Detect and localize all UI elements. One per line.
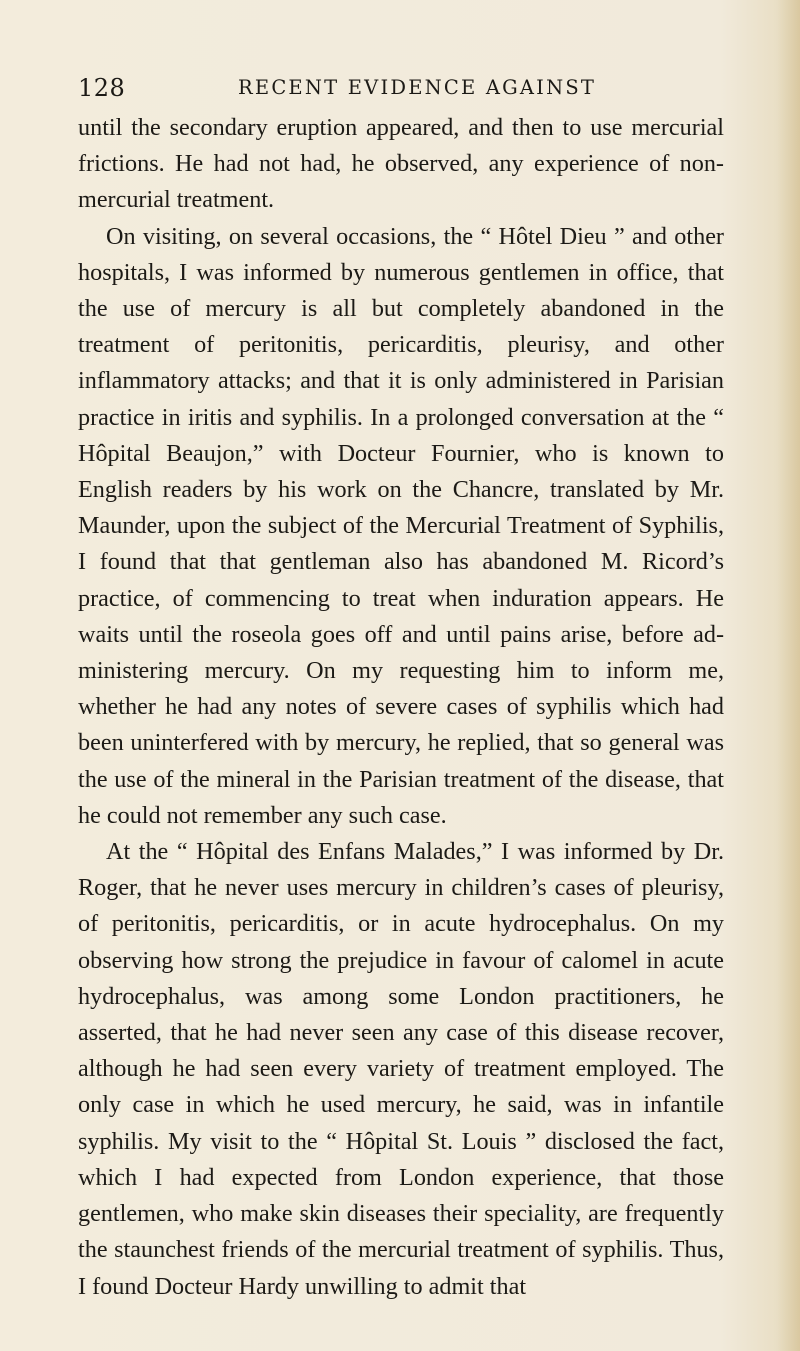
page-number: 128 [78, 74, 126, 102]
paragraph-enfans-malades: At the “ Hôpital des Enfans Malades,” I was informed by Dr. Roger, that he never uses mercury in children’s cases of pleurisy, of peritonitis, pericarditis, or in acute hydrocephalus. On my observing how strong the prejudice in favour of calomel in acute hydrocephalus, was among some London practitioners, he asserted, that he had never seen any case of this disease recover, although he had seen every variety of treatment employed. The only case in which he used mercury, he said, was in infantile syphilis. My visit to the “ Hôpital St. Louis ” disclosed the fact, which I had expected from London experience, that those gentlemen, who make skin diseases their speciality, are frequently the staunchest friends of the mercurial treatment of syphilis. Thus, I found Docteur Hardy unwilling to admit that [78, 838, 724, 1300]
running-head: RECENT EVIDENCE AGAINST [238, 76, 597, 99]
paragraph-continuation: until the secondary eruption appeared, and then to use mercurial frictions. He had not had, he observed, any experience of non-mercurial treatment. [78, 114, 724, 214]
body-text [78, 110, 724, 1305]
paragraph-paris-hospitals: On visiting, on several occasions, the “ Hôtel Dieu ” and other hospitals, I was informed by numerous gentlemen in office, that the use of mercury is all but completely abandoned in the treatment of peritonitis, pericarditis, pleurisy, and other inflammatory attacks; and that it is only administered in Parisian practice in iritis and syphilis. In a prolonged conversation at the “ Hôpital Beaujon,” with Docteur Fournier, who is known to English readers by his work on the Chancre, translated by Mr. Maunder, upon the subject of the Mercurial Treatment of Syphilis, I found that that gentleman also has abandoned M. Ricord’s practice, of commencing to treat when induration appears. He waits until the roseola goes off and until pains arise, before administering mercury. On my requesting him to inform me, whether he had any notes of severe cases of syphilis which had been uninterfered with by mercury, he replied, that so general was the use of the mineral in the Parisian treatment of the disease, that he could not remember any such case. [78, 222, 724, 829]
page-header [78, 74, 724, 110]
